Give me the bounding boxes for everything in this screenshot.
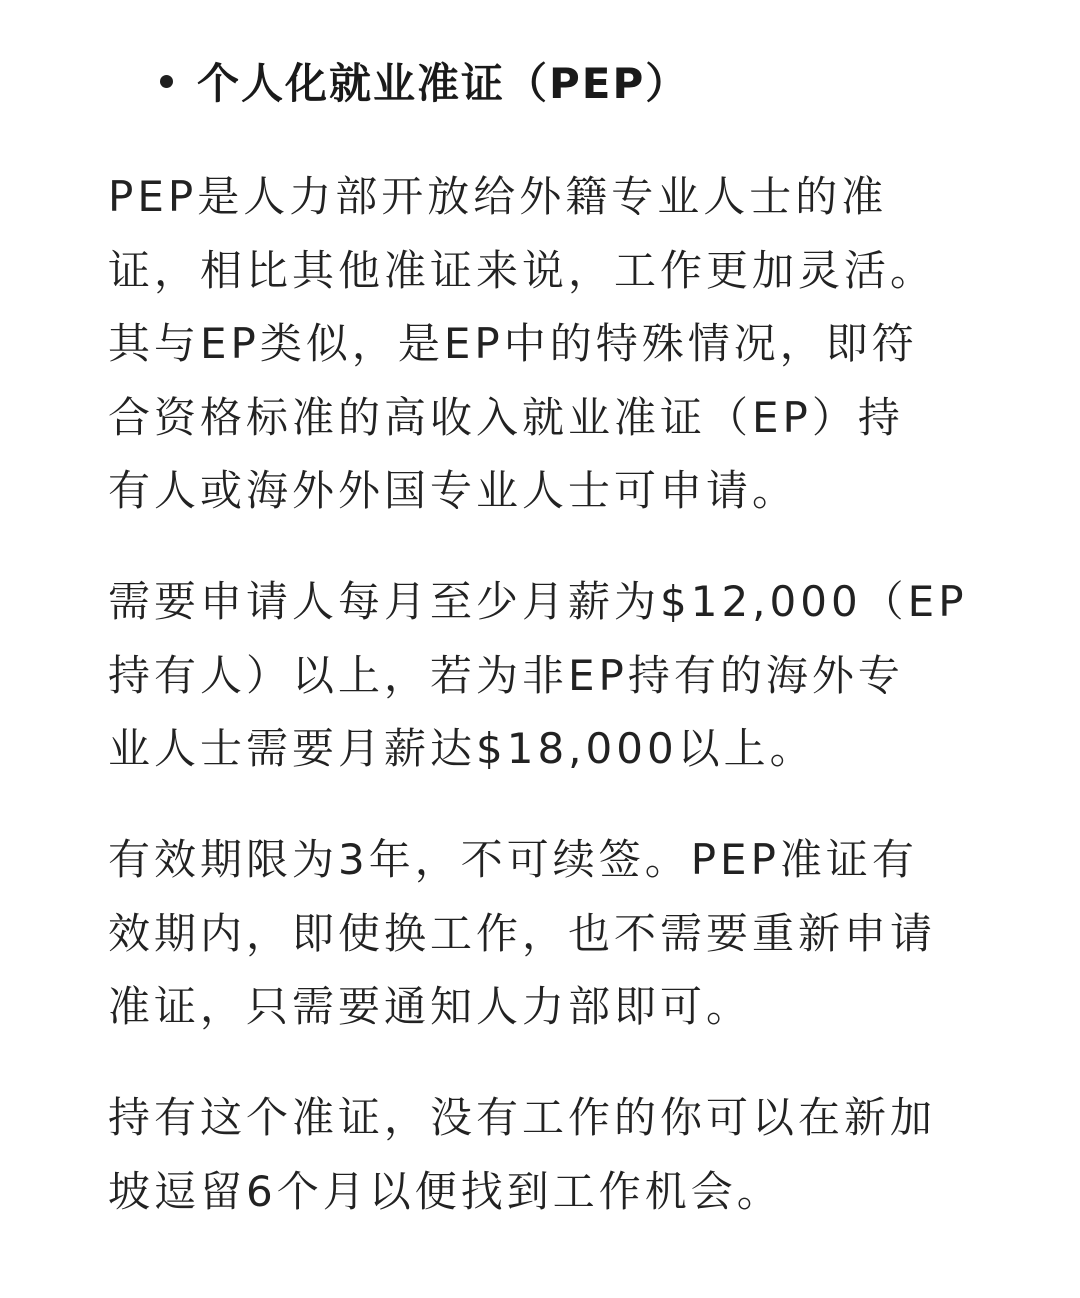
bullet-dot-icon <box>160 75 173 88</box>
section-heading: 个人化就业准证（PEP） <box>197 59 690 108</box>
paragraph-line: 持有这个准证，没有工作的你可以在新加 <box>108 1093 937 1142</box>
paragraph-line: 坡逗留6个月以便找到工作机会。 <box>108 1166 783 1216</box>
paragraph-line: 其与EP类似，是EP中的特殊情况，即符 <box>108 319 918 368</box>
paragraph-line: 持有人）以上，若为非EP持有的海外专 <box>108 650 904 700</box>
bullet-heading <box>160 46 689 116</box>
paragraph-line: PEP是人力部开放给外籍专业人士的准 <box>108 172 888 221</box>
paragraph-salary <box>108 565 988 786</box>
paragraph-line: 需要申请人每月至少月薪为$12,000（EP <box>108 577 968 626</box>
paragraph-line: 业人士需要月薪达$18,000以上。 <box>108 724 816 773</box>
paragraph-line: 准证，只需要通知人力部即可。 <box>108 982 753 1031</box>
paragraph-stay <box>108 1081 988 1228</box>
paragraph-line: 有效期限为3年，不可续签。PEP准证有 <box>108 835 918 884</box>
paragraph-line: 合资格标准的高收入就业准证（EP）持 <box>108 392 904 442</box>
paragraph-validity <box>108 823 988 1044</box>
paragraph-line: 证，相比其他准证来说，工作更加灵活。 <box>108 245 937 295</box>
paragraph-line: 有人或海外外国专业人士可申请。 <box>108 466 799 515</box>
paragraph-pep-intro <box>108 160 988 528</box>
paragraph-line: 效期内，即使换工作，也不需要重新申请 <box>108 908 937 958</box>
